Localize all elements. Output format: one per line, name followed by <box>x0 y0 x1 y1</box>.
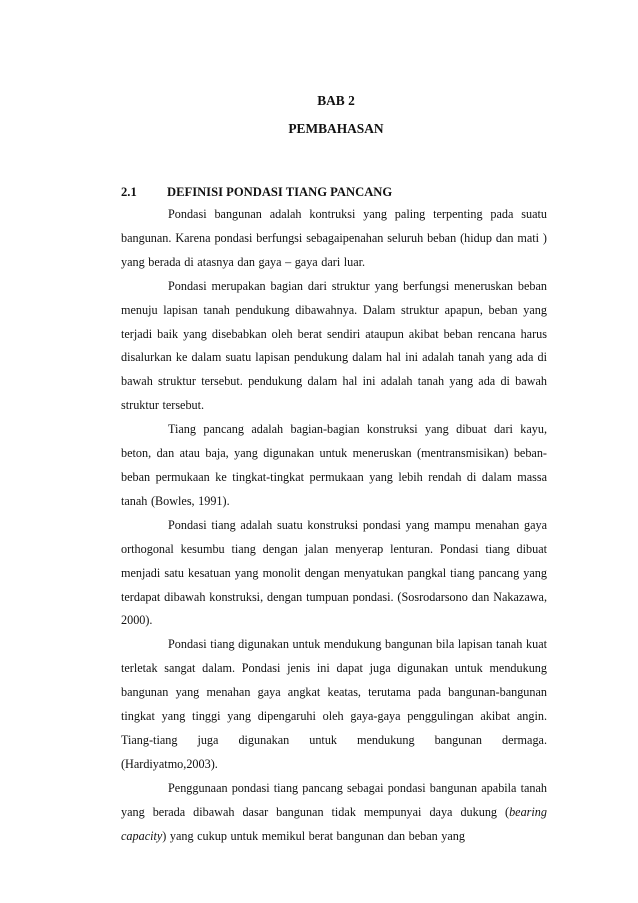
paragraph-1: Pondasi bangunan adalah kontruksi yang paling terpenting pada suatu bangunan. Karena pondasi berfungsi sebagaipenahan seluruh beban (hidup dan mati ) yang berada di atasnya dan gaya – gaya dari luar. <box>121 207 547 269</box>
section-heading <box>121 184 551 200</box>
chapter-number: BAB 2 <box>317 93 355 108</box>
paragraph-4: Pondasi tiang adalah suatu konstruksi pondasi yang mampu menahan gaya orthogonal kesumbu tiang dengan jalan menyerap lenturan. Pondasi tiang dibuat menjadi satu kesatuan yang monolit dengan menyatukan pangkal tiang pancang yang terdapat dibawah konstruksi, dengan tumpuan pondasi. (Sosrodarsono dan Nakazawa, 2000). <box>121 517 547 628</box>
paragraph-3: Tiang pancang adalah bagian-bagian konstruksi yang dibuat dari kayu, beton, dan atau baja, yang digunakan untuk meneruskan (mentransmisikan) beban-beban permukaan ke tingkat-tingkat permukaan yang lebih rendah di dalam massa tanah (Bowles, 1991). <box>121 422 547 508</box>
paragraph-6 <box>121 777 547 849</box>
section-title: DEFINISI PONDASI TIANG PANCANG <box>167 185 393 199</box>
paragraph-6-text-start: Penggunaan pondasi tiang pancang sebagai pondasi bangunan apabila tanah yang berada dibawah dasar bangunan tidak mempunyai daya dukung ( <box>121 780 547 819</box>
chapter-title: PEMBAHASAN <box>288 121 384 136</box>
section-number: 2.1 <box>121 185 137 199</box>
body-text <box>121 203 547 848</box>
paragraph-5: Pondasi tiang digunakan untuk mendukung bangunan bila lapisan tanah kuat terletak sangat dalam. Pondasi jenis ini dapat juga digunakan untuk mendukung bangunan yang menahan gaya angkat keatas, terutama pada bangunan-bangunan tingkat yang tinggi yang dipengaruhi oleh gaya-gaya penggulingan akibat angin. Tiang-tiang juga digunakan untuk mendukung bangunan dermaga. (Hardiyatmo,2003). <box>121 637 547 771</box>
paragraph-6-italic-term: bearing capacity <box>121 804 547 843</box>
paragraph-2: Pondasi merupakan bagian dari struktur yang berfungsi meneruskan beban menuju lapisan tanah pendukung dibawahnya. Dalam struktur apapun, beban yang terjadi baik yang disebabkan oleh berat sendiri ataupun akibat beban rencana harus disalurkan ke dalam suatu lapisan pendukung dalam hal ini adalah tanah yang ada di bawah struktur tersebut. pendukung dalam hal ini adalah tanah yang ada di bawah struktur tersebut. <box>121 278 547 413</box>
paragraph-6-text-end: ) yang cukup untuk memikul berat bangunan dan beban yang <box>162 828 465 843</box>
